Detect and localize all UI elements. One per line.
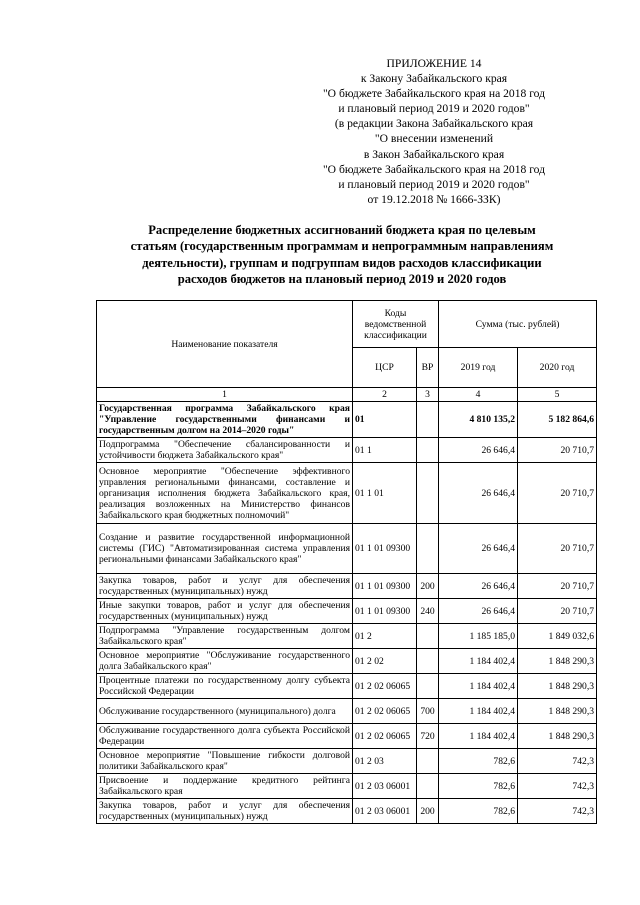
column-number: 1 <box>97 388 353 402</box>
row-2020: 20 710,7 <box>518 524 597 574</box>
row-name: Обслуживание государственного (муниципального) долга <box>97 699 353 724</box>
table-row <box>97 438 597 463</box>
title-line: Распределение бюджетных ассигнований бюджета края по целевым <box>148 223 536 237</box>
appendix-header <box>300 56 568 207</box>
title-line: статьям (государственным программам и непрограммным направлениям <box>130 239 554 254</box>
table-row <box>97 749 597 774</box>
row-2020: 1 848 290,3 <box>518 724 597 749</box>
row-2019: 26 646,4 <box>439 599 518 624</box>
row-2019: 1 184 402,4 <box>439 674 518 699</box>
row-vr <box>417 463 439 524</box>
row-2019: 1 184 402,4 <box>439 649 518 674</box>
title-line: расходов бюджетов на плановый период 2019 и 2020 годов <box>177 271 507 286</box>
row-2019: 4 810 135,2 <box>439 402 518 438</box>
header-2020: 2020 год <box>518 348 597 388</box>
row-csr: 01 <box>353 402 417 438</box>
table-row <box>97 649 597 674</box>
row-vr: 240 <box>417 599 439 624</box>
row-name: Основное мероприятие "Повышение гибкости долговой политики Забайкальского края" <box>97 749 353 774</box>
row-2019: 26 646,4 <box>439 574 518 599</box>
row-name: Создание и развитие государственной информационной системы (ГИС) "Автоматизированная система управления региональными финансами Забайкальского края" <box>97 524 353 574</box>
title-line: деятельности), группам и подгруппам видов расходов классификации <box>142 255 542 270</box>
header-line: "О внесении изменений <box>374 132 494 146</box>
row-csr: 01 2 03 06001 <box>353 799 417 824</box>
row-csr: 01 2 02 <box>353 649 417 674</box>
row-csr: 01 2 <box>353 624 417 649</box>
row-vr <box>417 402 439 438</box>
row-vr: 720 <box>417 724 439 749</box>
row-name: Присвоение и поддержание кредитного рейтинга Забайкальского края <box>97 774 353 799</box>
row-name: Процентные платежи по государственному долгу субъекта Российской Федерации <box>97 674 353 699</box>
row-vr: 200 <box>417 799 439 824</box>
budget-table <box>96 300 597 824</box>
row-csr: 01 2 02 06065 <box>353 674 417 699</box>
row-2020: 20 710,7 <box>518 574 597 599</box>
table-row <box>97 574 597 599</box>
table-row <box>97 699 597 724</box>
header-line: "О бюджете Забайкальского края на 2018 год <box>322 162 546 176</box>
header-name: Наименование показателя <box>97 301 353 388</box>
header-vr: ВР <box>417 348 439 388</box>
header-line: и плановый период 2019 и 2020 годов" <box>338 102 530 116</box>
row-name: Государственная программа Забайкальского края "Управление государственными финансами и государственным долгом на 2014–2020 годы" <box>97 402 353 438</box>
header-line: "О бюджете Забайкальского края на 2018 год <box>322 87 546 101</box>
row-2020: 1 848 290,3 <box>518 699 597 724</box>
row-2019: 1 185 185,0 <box>439 624 518 649</box>
table-row <box>97 599 597 624</box>
row-name: Иные закупки товаров, работ и услуг для обеспечения государственных (муниципальных) нужд <box>97 599 353 624</box>
row-name: Обслуживание государственного долга субъекта Российской Федерации <box>97 724 353 749</box>
row-2019: 1 184 402,4 <box>439 724 518 749</box>
row-name: Закупка товаров, работ и услуг для обеспечения государственных (муниципальных) нужд <box>97 799 353 824</box>
column-number: 5 <box>518 388 597 402</box>
table-row <box>97 774 597 799</box>
header-line: и плановый период 2019 и 2020 годов" <box>338 177 530 191</box>
header-line: от 19.12.2018 № 1666-ЗЗК) <box>367 192 501 206</box>
row-2020: 5 182 864,6 <box>518 402 597 438</box>
row-name: Подпрограмма "Управление государственным долгом Забайкальского края" <box>97 624 353 649</box>
column-number: 2 <box>353 388 417 402</box>
row-2019: 1 184 402,4 <box>439 699 518 724</box>
row-name: Подпрограмма "Обеспечение сбалансированности и устойчивости бюджета Забайкальского края" <box>97 438 353 463</box>
row-2020: 20 710,7 <box>518 438 597 463</box>
row-2020: 742,3 <box>518 799 597 824</box>
row-2019: 782,6 <box>439 749 518 774</box>
table-row <box>97 524 597 574</box>
header-line: к Закону Забайкальского края <box>360 72 508 86</box>
row-2020: 20 710,7 <box>518 599 597 624</box>
table-row <box>97 724 597 749</box>
row-vr <box>417 438 439 463</box>
row-2020: 1 848 290,3 <box>518 674 597 699</box>
header-line: ПРИЛОЖЕНИЕ 14 <box>386 57 482 70</box>
header-sum: Сумма (тыс. рублей) <box>439 301 597 348</box>
row-vr <box>417 624 439 649</box>
table-row <box>97 799 597 824</box>
row-vr <box>417 774 439 799</box>
row-csr: 01 1 01 <box>353 463 417 524</box>
row-vr: 700 <box>417 699 439 724</box>
row-name: Основное мероприятие "Обслуживание государственного долга Забайкальского края" <box>97 649 353 674</box>
row-csr: 01 2 02 06065 <box>353 724 417 749</box>
row-csr: 01 2 02 06065 <box>353 699 417 724</box>
row-name: Закупка товаров, работ и услуг для обеспечения государственных (муниципальных) нужд <box>97 574 353 599</box>
row-2019: 782,6 <box>439 799 518 824</box>
table-row <box>97 624 597 649</box>
column-numbers-row <box>97 388 597 402</box>
row-2020: 1 849 032,6 <box>518 624 597 649</box>
row-vr <box>417 649 439 674</box>
row-vr <box>417 749 439 774</box>
header-csr: ЦСР <box>353 348 417 388</box>
table-row <box>97 674 597 699</box>
header-line: (в редакции Закона Забайкальского края <box>334 117 534 131</box>
row-csr: 01 1 <box>353 438 417 463</box>
row-csr: 01 1 01 09300 <box>353 599 417 624</box>
header-line: в Закон Забайкальского края <box>363 147 505 161</box>
row-2019: 26 646,4 <box>439 438 518 463</box>
row-2020: 20 710,7 <box>518 463 597 524</box>
column-number: 4 <box>439 388 518 402</box>
row-2019: 26 646,4 <box>439 524 518 574</box>
row-csr: 01 2 03 06001 <box>353 774 417 799</box>
column-number: 3 <box>417 388 439 402</box>
row-2019: 26 646,4 <box>439 463 518 524</box>
table-row <box>97 402 597 438</box>
row-2020: 1 848 290,3 <box>518 649 597 674</box>
document-title <box>92 222 592 287</box>
row-csr: 01 1 01 09300 <box>353 574 417 599</box>
header-codes: Коды ведомственной классификации <box>353 301 439 348</box>
row-vr <box>417 674 439 699</box>
row-2019: 782,6 <box>439 774 518 799</box>
header-2019: 2019 год <box>439 348 518 388</box>
row-2020: 742,3 <box>518 774 597 799</box>
row-csr: 01 2 03 <box>353 749 417 774</box>
row-2020: 742,3 <box>518 749 597 774</box>
row-vr <box>417 524 439 574</box>
row-name: Основное мероприятие "Обеспечение эффективного управления региональными финансами, составление и организация исполнения бюджета Забайкальского края, реализация возложенных на Министерство финансов Забайкальского края бюджетных полномочий" <box>97 463 353 524</box>
row-csr: 01 1 01 09300 <box>353 524 417 574</box>
table-row <box>97 463 597 524</box>
row-vr: 200 <box>417 574 439 599</box>
table-header-row <box>97 301 597 348</box>
